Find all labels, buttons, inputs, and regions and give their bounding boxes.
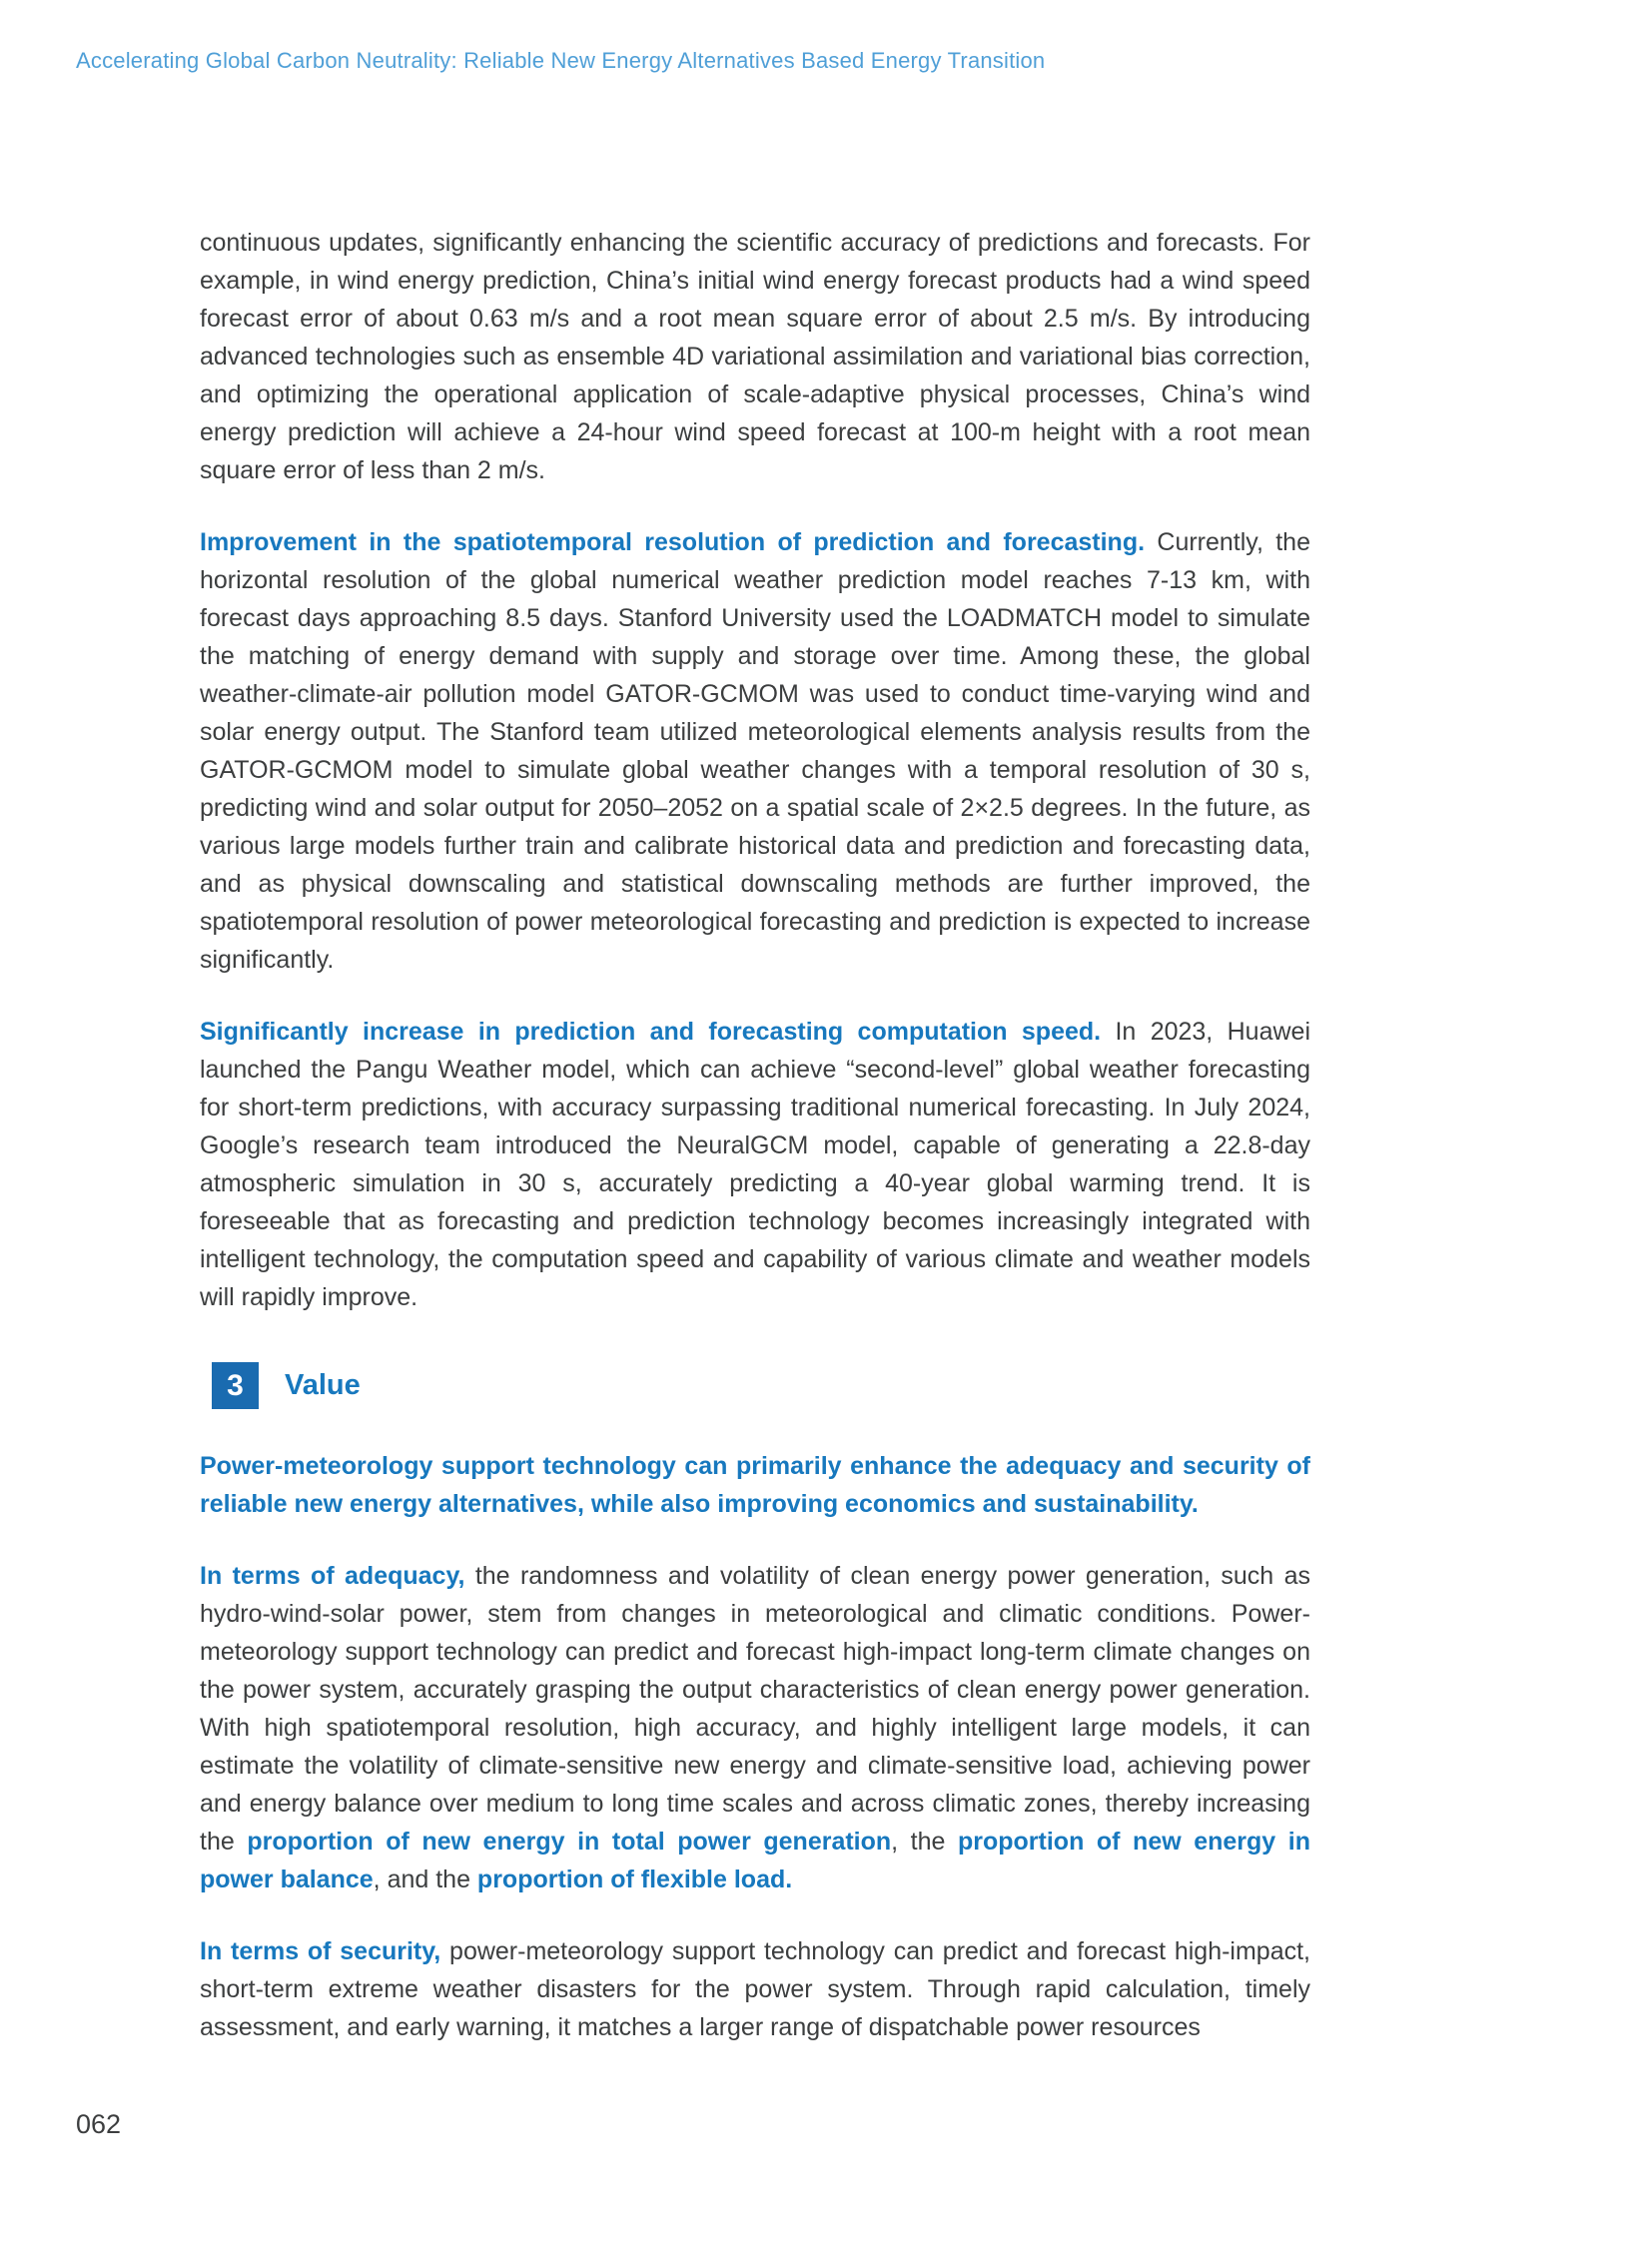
accent-text-run: proportion of flexible load. (476, 1866, 793, 1893)
accent-text-run: In terms of adequacy, (200, 1562, 465, 1590)
accent-text-run: proportion of new energy in power balance (200, 1828, 1310, 1893)
value-statement (200, 1447, 1310, 1523)
text-run: continuous updates, significantly enhancing the scientific accuracy of predictions and forecasts. For example, in wind energy prediction, China’s initial wind energy forecast products had a wind speed forecast error of about 0.63 m/s and a root mean square error of about 2.5 m/s. By introducing advanced technologies such as ensemble 4D variational assimilation and variational bias correction, and optimizing the operational application of scale-adaptive physical processes, China’s wind energy prediction will achieve a 24-hour wind speed forecast at 100-m height with a root mean square error of less than 2 m/s. (200, 229, 1310, 484)
text-run: power-meteorology support technology can predict and forecast high-impact, short-term extreme weather disasters for the power system. Through rapid calculation, timely assessment, and early warning, it matches a larger range of dispatchable power resources (200, 1937, 1310, 2041)
paragraph-computation-speed (200, 1013, 1310, 1316)
accent-text-run: proportion of new energy in total power generation (247, 1828, 892, 1856)
accent-text-run: In terms of security, (200, 1937, 441, 1965)
paragraph-security (200, 1932, 1310, 2046)
text-run: , and the (373, 1866, 477, 1893)
text-run: the randomness and volatility of clean energy power generation, such as hydro-wind-solar power, stem from changes in meteorological and climatic conditions. Power-meteorology support technology can predict and forecast high-impact long-term climate changes on the power system, accurately grasping the output characteristics of clean energy power generation. With high spatiotemporal resolution, high accuracy, and highly intelligent large models, it can estimate the volatility of climate-sensitive new energy and climate-sensitive load, achieving power and energy balance over medium to long time scales and across climatic zones, thereby increasing the (200, 1562, 1310, 1856)
section-heading (212, 1362, 1310, 1409)
text-run: , the (891, 1828, 958, 1856)
section-title: Value (285, 1369, 361, 1401)
paragraph-spatiotemporal-resolution (200, 523, 1310, 979)
page-number: 062 (76, 2109, 122, 2139)
accent-text-run: Improvement in the spatiotemporal resolution of prediction and forecasting. (200, 528, 1146, 556)
text-run: Currently, the horizontal resolution of the global numerical weather prediction model reaches 7-13 km, with forecast days approaching 8.5 days. Stanford University used the LOADMATCH model to simulate the matching of energy demand with supply and storage over time. Among these, the global weather-climate-air pollution model GATOR-GCMOM was used to conduct time-varying wind and solar energy output. The Stanford team utilized meteorological elements analysis results from the GATOR-GCMOM model to simulate global weather changes with a temporal resolution of 30 s, predicting wind and solar output for 2050–2052 on a spatial scale of 2×2.5 degrees. In the future, as various large models further train and calibrate historical data and prediction and forecasting data, and as physical downscaling and statistical downscaling methods are further improved, the spatiotemporal resolution of power meteorological forecasting and prediction is expected to increase significantly. (200, 528, 1310, 974)
text-run: In 2023, Huawei launched the Pangu Weather model, which can achieve “second-level” global weather forecasting for short-term predictions, with accuracy surpassing traditional numerical forecasting. In July 2024, Google’s research team introduced the NeuralGCM model, capable of generating a 22.8-day atmospheric simulation in 30 s, accurately predicting a 40-year global warming trend. It is foreseeable that as forecasting and prediction technology becomes increasingly integrated with intelligent technology, the computation speed and capability of various climate and weather models will rapidly improve. (200, 1018, 1310, 1311)
accent-text-run: Significantly increase in prediction and forecasting computation speed. (200, 1018, 1102, 1046)
section-number-badge: 3 (212, 1362, 259, 1409)
content-column (200, 224, 1310, 2080)
running-header: Accelerating Global Carbon Neutrality: Reliable New Energy Alternatives Based Energy Transition (76, 48, 1046, 73)
accent-text-run: Power-meteorology support technology can primarily enhance the adequacy and security of reliable new energy alternatives, while also improving economics and sustainability. (200, 1452, 1310, 1518)
paragraph-adequacy (200, 1557, 1310, 1898)
paragraph-wind-forecast (200, 224, 1310, 489)
